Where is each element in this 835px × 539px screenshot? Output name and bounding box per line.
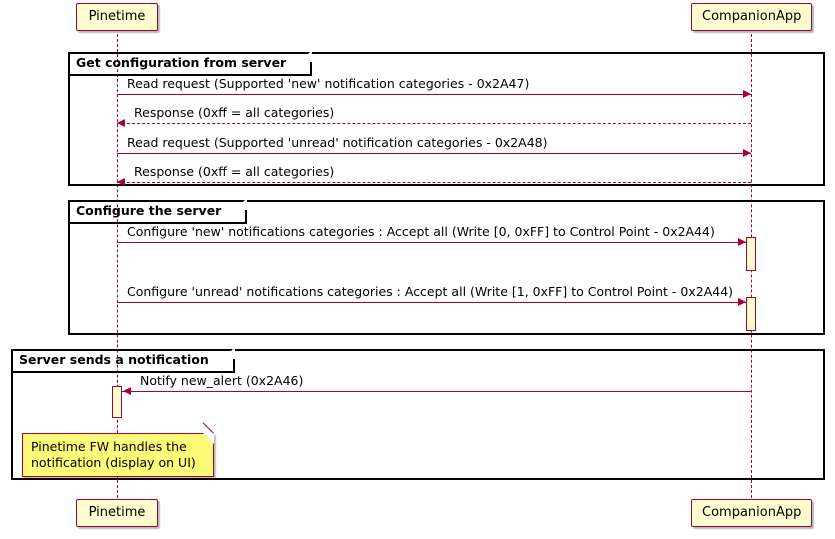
arrowhead-left-notify-new-alert <box>123 387 131 395</box>
group-get-configuration-label <box>68 52 312 76</box>
arrowhead-right-configure-unread <box>738 298 746 306</box>
message-label-read-unread-categories: Read request (Supported 'unread' notification categories - 0x2A48) <box>127 135 548 150</box>
message-label-configure-unread: Configure 'unread' notifications categories : Accept all (Write [1, 0xFF] to Control Point - 0x2A44) <box>127 284 734 299</box>
activation-companionapp-configure-unread <box>746 297 756 331</box>
group-tab-cut <box>235 198 247 210</box>
note-fold-corner <box>203 433 214 444</box>
arrowhead-right-configure-new <box>738 238 746 246</box>
arrowhead-right-read-new-categories <box>743 90 751 98</box>
message-line-read-unread-categories <box>117 153 751 154</box>
message-label-response-unread-categories: Response (0xff = all categories) <box>134 164 335 179</box>
message-label-read-new-categories: Read request (Supported 'new' notification categories - 0x2A47) <box>127 76 530 91</box>
message-label-notify-new-alert: Notify new_alert (0x2A46) <box>140 373 304 388</box>
message-line-configure-unread <box>117 302 746 303</box>
message-line-configure-new <box>117 242 746 243</box>
group-label-text: Configure the server <box>76 203 222 218</box>
message-line-response-new-categories <box>117 123 751 124</box>
group-label-text: Server sends a notification <box>19 352 209 367</box>
note-pinetime-fw <box>22 433 214 477</box>
group-server-notification-label <box>11 349 235 373</box>
participant-label: Pinetime <box>88 505 146 520</box>
participant-pinetime-top[interactable] <box>76 3 158 31</box>
participant-label: CompanionApp <box>702 9 802 24</box>
participant-label: Pinetime <box>88 9 146 24</box>
note-line-1: Pinetime FW handles the <box>31 439 187 454</box>
message-label-response-new-categories: Response (0xff = all categories) <box>134 105 335 120</box>
group-tab-cut <box>223 347 235 359</box>
arrowhead-right-read-unread-categories <box>743 149 751 157</box>
message-label-configure-new: Configure 'new' notifications categories : Accept all (Write [0, 0xFF] to Control Point - 0x2A44) <box>127 224 715 239</box>
arrowhead-left-response-new-categories <box>117 119 125 127</box>
arrowhead-left-response-unread-categories <box>117 178 125 186</box>
message-line-read-new-categories <box>117 94 751 95</box>
message-line-response-unread-categories <box>117 182 751 183</box>
message-line-notify-new-alert <box>122 391 751 392</box>
participant-companionapp-top[interactable] <box>691 3 812 31</box>
participant-companionapp-bottom[interactable] <box>691 499 812 527</box>
participant-label: CompanionApp <box>702 505 802 520</box>
activation-pinetime-notify <box>112 386 122 418</box>
note-line-2: notification (display on UI) <box>31 454 196 470</box>
group-label-text: Get configuration from server <box>76 55 287 70</box>
activation-companionapp-configure-new <box>746 237 756 271</box>
group-tab-cut <box>300 50 312 62</box>
participant-pinetime-bottom[interactable] <box>76 499 158 527</box>
group-configure-server-label <box>68 200 247 224</box>
